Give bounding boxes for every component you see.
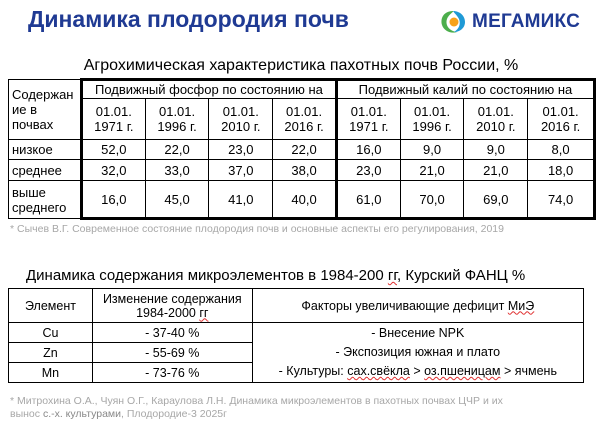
value-cell: 18,0 <box>528 160 595 181</box>
value-cell: 61,0 <box>336 181 400 219</box>
potassium-group-header: Подвижный калий по состоянию на <box>336 80 594 99</box>
logo-text: МЕГАМИКС <box>472 11 580 32</box>
value-cell: 40,0 <box>273 181 337 219</box>
agrochem-table <box>8 78 596 220</box>
value-cell: 32,0 <box>81 160 145 181</box>
element-header: Элемент <box>9 289 93 323</box>
change-header: Изменение содержания 1984-2000 гг <box>92 289 252 323</box>
value-cell: 37,0 <box>209 160 273 181</box>
factors-cell: - Внесение NPK - Экспозиция южная и плато - Культуры: сах.свёкла > оз.пшеницам > ячмень <box>252 323 583 383</box>
date-cell: 01.01. 2016 г. <box>273 99 337 140</box>
change-cell: - 55-69 % <box>92 343 252 363</box>
value-cell: 9,0 <box>400 140 464 160</box>
row-label: низкое <box>9 140 82 160</box>
change-cell: - 37-40 % <box>92 323 252 343</box>
table1-source-note: * Сычев В.Г. Современное состояние плодородия почв и основные аспекты его регулирования, 2019 <box>10 223 504 235</box>
page-title: Динамика плодородия почв <box>28 6 349 32</box>
row-label: выше среднего <box>9 181 82 219</box>
table-row <box>9 181 595 219</box>
date-cell: 01.01. 2010 г. <box>209 99 273 140</box>
value-cell: 9,0 <box>464 140 528 160</box>
date-cell: 01.01. 1996 г. <box>145 99 209 140</box>
element-cell: Mn <box>9 363 93 383</box>
value-cell: 22,0 <box>273 140 337 160</box>
date-cell: 01.01. 1971 г. <box>81 99 145 140</box>
table-row <box>9 140 595 160</box>
value-cell: 16,0 <box>336 140 400 160</box>
value-cell: 8,0 <box>528 140 595 160</box>
value-cell: 41,0 <box>209 181 273 219</box>
value-cell: 70,0 <box>400 181 464 219</box>
date-cell: 01.01. 1971 г. <box>336 99 400 140</box>
table-row <box>9 323 584 343</box>
value-cell: 23,0 <box>336 160 400 181</box>
value-cell: 45,0 <box>145 181 209 219</box>
value-cell: 69,0 <box>464 181 528 219</box>
value-cell: 22,0 <box>145 140 209 160</box>
table1-caption: Агрохимическая характеристика пахотных почв России, % <box>83 57 519 74</box>
element-cell: Cu <box>9 323 93 343</box>
row-header-cell: Содержан ие в почвах <box>9 80 82 140</box>
table2-caption: Динамика содержания микроэлементов в 1984-200 гг, Курский ФАНЦ % <box>26 267 526 284</box>
table2-source-note: * Митрохина О.А., Чуян О.Г., Караулова Л.Н. Динамика микроэлементов в пахотных почвах ЦЧР и их вынос с.-х. культурами, Плодородие-3 2025г <box>10 395 503 420</box>
date-cell: 01.01. 2016 г. <box>528 99 595 140</box>
date-cell: 01.01. 2010 г. <box>464 99 528 140</box>
phosphorus-group-header: Подвижный фосфор по состоянию на <box>81 80 336 99</box>
brand-logo <box>438 9 580 35</box>
value-cell: 16,0 <box>81 181 145 219</box>
value-cell: 23,0 <box>209 140 273 160</box>
value-cell: 52,0 <box>81 140 145 160</box>
value-cell: 33,0 <box>145 160 209 181</box>
date-cell: 01.01. 1996 г. <box>400 99 464 140</box>
table-row <box>9 160 595 181</box>
change-cell: - 73-76 % <box>92 363 252 383</box>
value-cell: 74,0 <box>528 181 595 219</box>
value-cell: 21,0 <box>400 160 464 181</box>
megamix-leaf-icon <box>438 9 468 35</box>
row-label: среднее <box>9 160 82 181</box>
element-cell: Zn <box>9 343 93 363</box>
microelements-table <box>8 288 584 383</box>
value-cell: 21,0 <box>464 160 528 181</box>
factors-header: Факторы увеличивающие дефицит МиЭ <box>252 289 583 323</box>
value-cell: 38,0 <box>273 160 337 181</box>
